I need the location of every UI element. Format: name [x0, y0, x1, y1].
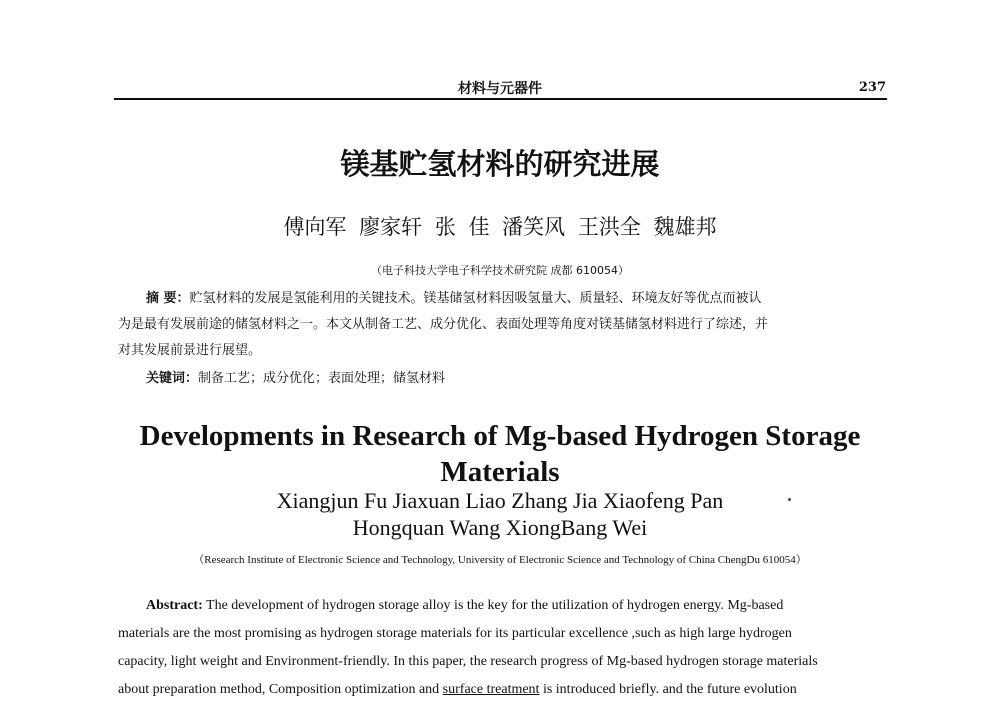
- abstract-english-line-1: [118, 598, 888, 614]
- abstract-english-text-4a: about preparation method, Composition optimization and: [118, 682, 443, 697]
- abstract-english-text-4b: is introduced briefly. and the future evolution: [539, 682, 797, 697]
- affiliation-chinese: （电子科技大学电子科学技术研究院 成都 610054）: [371, 264, 629, 277]
- abstract-chinese-text-1: 贮氢材料的发展是氢能利用的关键技术。镁基储氢材料因吸氢量大、质量轻、环境友好等优点而被认: [189, 291, 762, 306]
- abstract-english-line-3: capacity, light weight and Environment-friendly. In this paper, the research progress of Mg-based hydrogen storage materials: [118, 654, 818, 669]
- title-english-line-1: Developments in Research of Mg-based Hydrogen Storage: [139, 420, 861, 452]
- abstract-chinese-line-3: 对其发展前景进行展望。: [118, 343, 262, 358]
- abstract-chinese-line-2: 为是最有发展前途的储氢材料之一。本文从制备工艺、成分优化、表面处理等角度对镁基储氢材料进行了综述，并: [118, 317, 769, 332]
- authors-english-line-1: Xiangjun Fu Jiaxuan Liao Zhang Jia Xiaofeng Pan: [276, 488, 724, 513]
- keywords-chinese-label: 关键词：: [146, 371, 199, 386]
- abstract-english-underlined-term: surface treatment: [442, 682, 540, 697]
- abstract-chinese-label: 摘 要：: [146, 291, 190, 306]
- abstract-english-line-2: materials are the most promising as hydrogen storage materials for its particular excellence ,such as high large hydrogen: [118, 626, 792, 641]
- page-number: 237: [858, 80, 886, 95]
- abstract-chinese-line-1: [118, 287, 888, 306]
- abstract-english-text-1: The development of hydrogen storage alloy is the key for the utilization of hydrogen energy. Mg-based: [202, 598, 784, 613]
- authors-chinese: 傅向军 廖家轩 张 佳 潘笑风 王洪全 魏雄邦: [283, 215, 717, 239]
- stray-dot: [788, 498, 791, 501]
- running-header: 材料与元器件: [458, 81, 542, 97]
- title-english-line-2: Materials: [440, 456, 560, 488]
- keywords-chinese: [118, 367, 888, 386]
- title-chinese: 镁基贮氢材料的研究进展: [340, 147, 660, 181]
- affiliation-english: （Research Institute of Electronic Science and Technology, University of Electronic Science and Technology of China ChengDu 610054）: [193, 554, 807, 566]
- abstract-english-line-4: [118, 682, 888, 698]
- authors-english-line-2: Hongquan Wang XiongBang Wei: [352, 515, 648, 540]
- header-rule: [114, 98, 887, 100]
- abstract-english-label: Abstract:: [146, 598, 203, 613]
- keywords-chinese-text: 制备工艺；成分优化；表面处理；储氢材料: [198, 371, 446, 386]
